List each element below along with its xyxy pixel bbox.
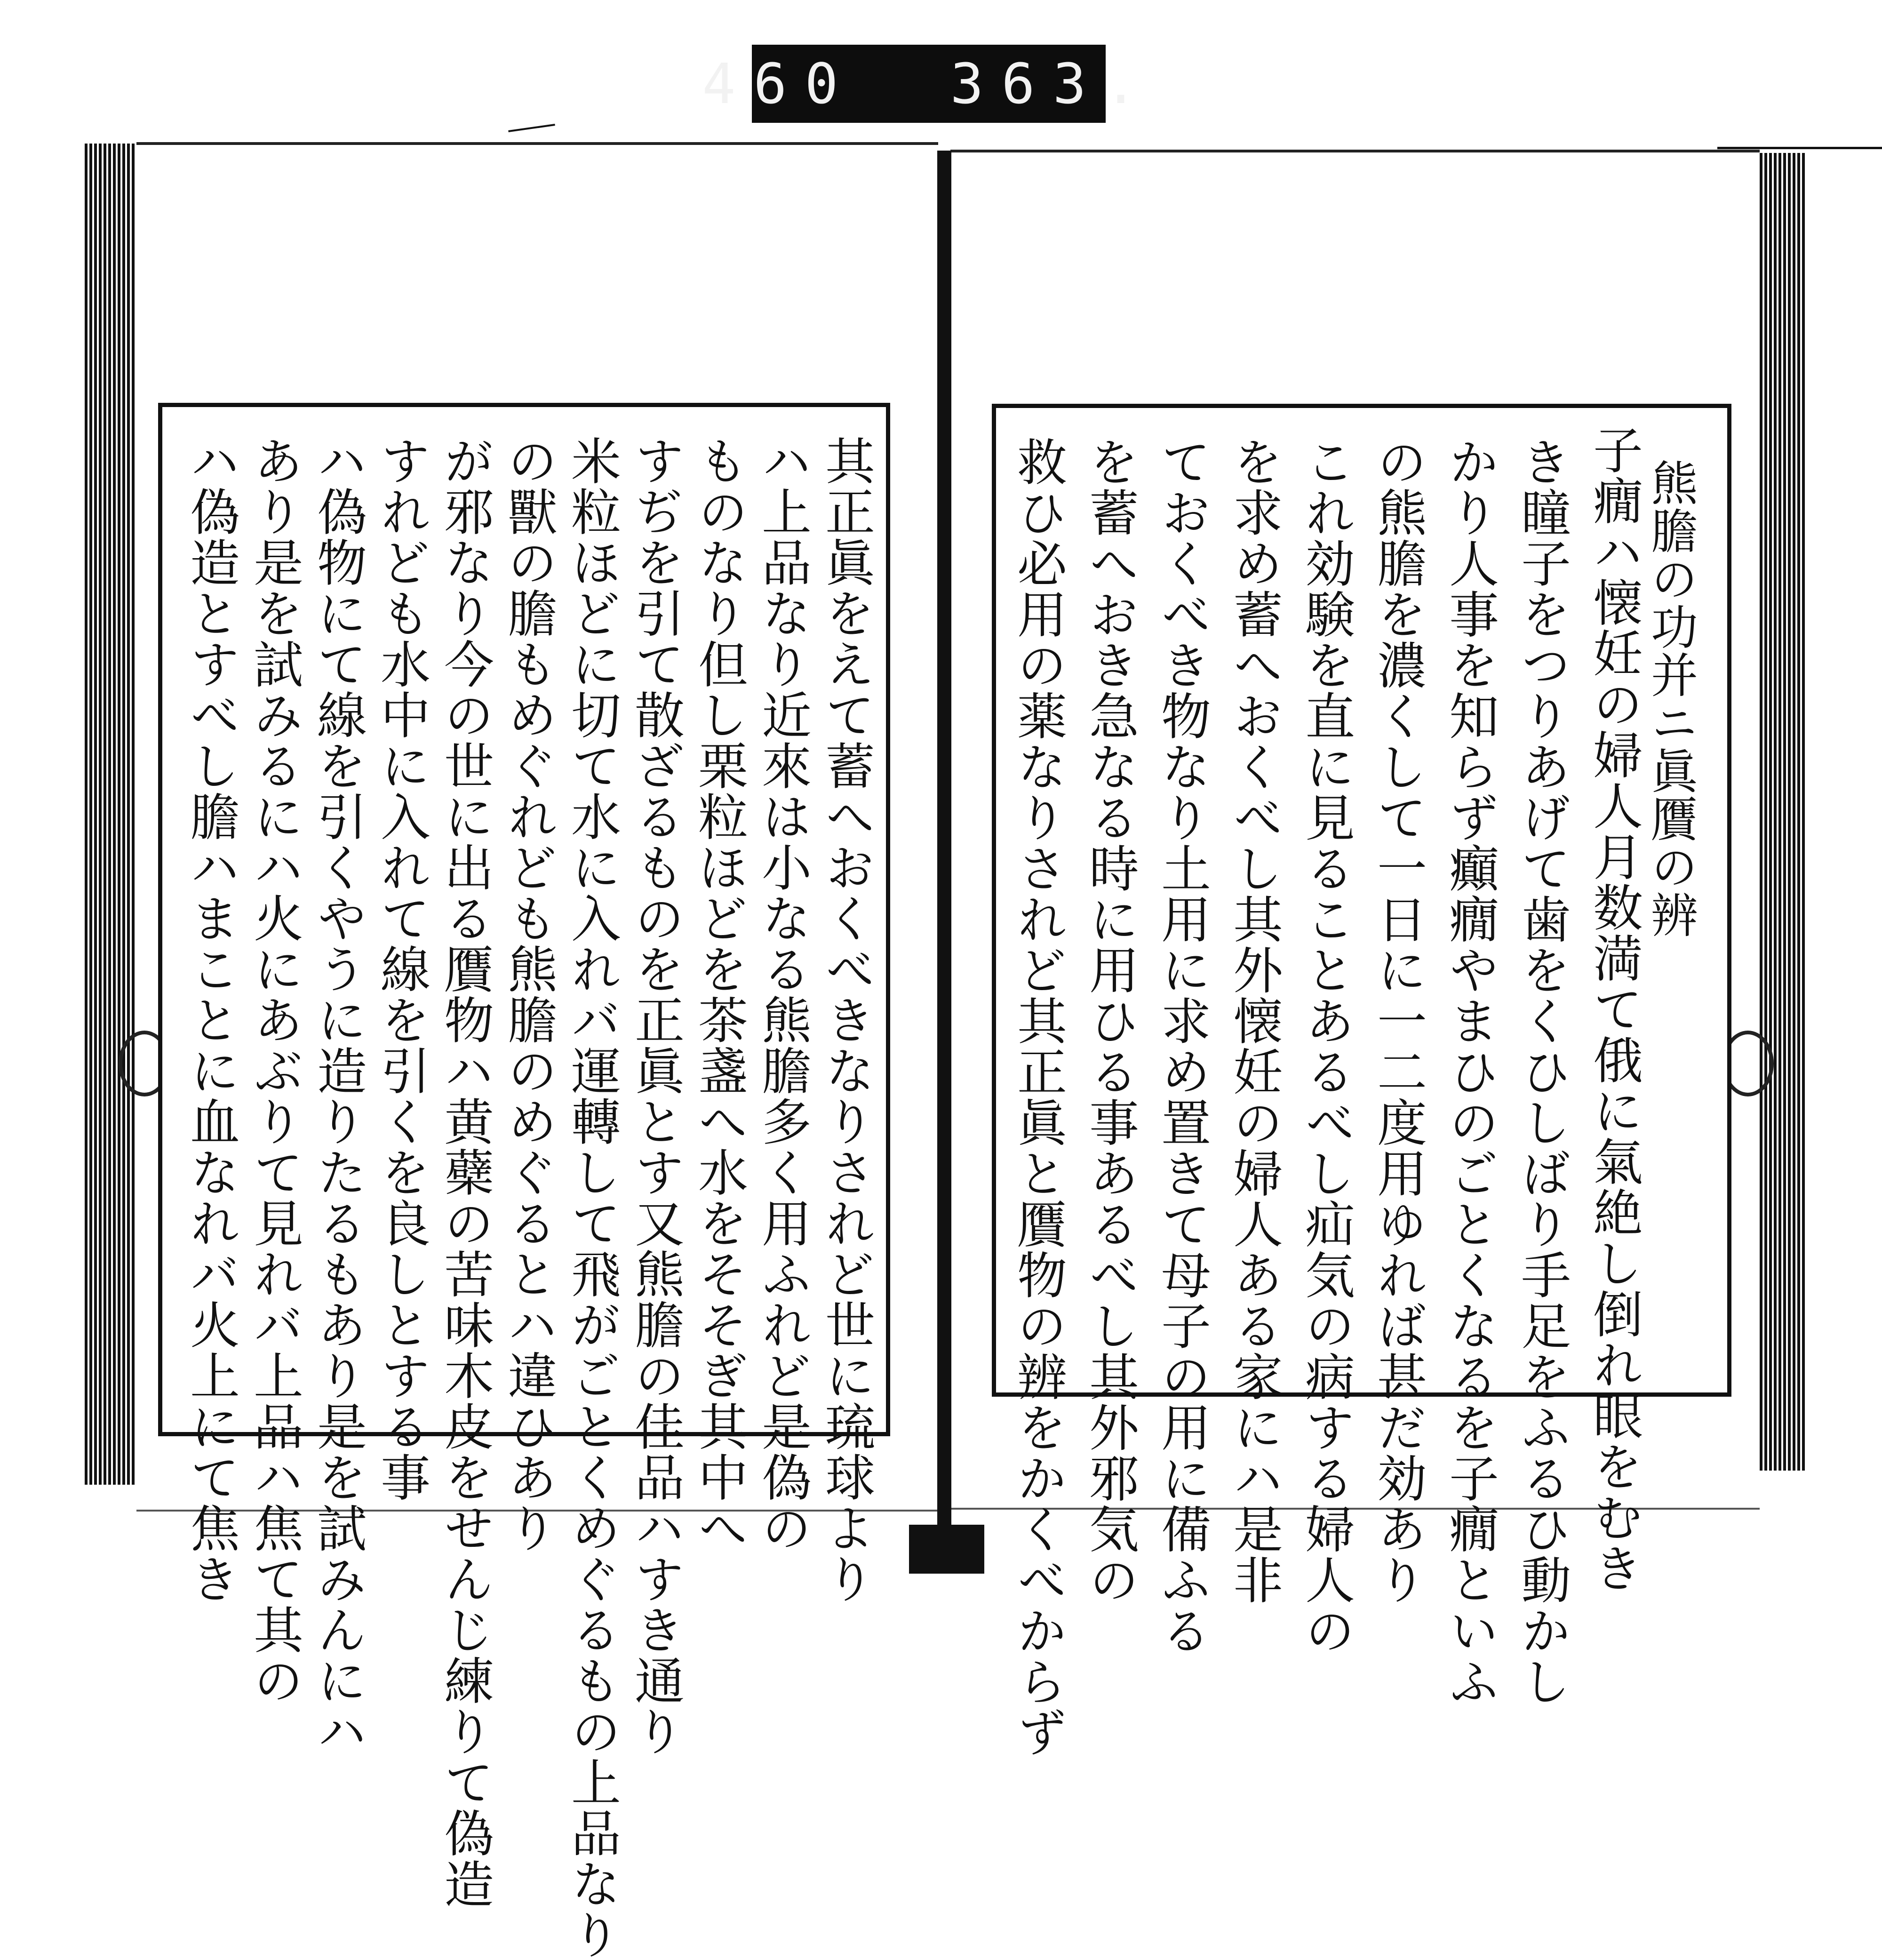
- page-number-tag: [702, 45, 1156, 123]
- text-column-right-5: これ効験を直に見ることあるべし疝気の病する婦人の: [1297, 436, 1355, 1656]
- text-column-left-7: が邪なり今の世に出る贋物ハ黄蘗の苦味木皮をせんじ練りて偽造: [436, 435, 494, 1909]
- text-column-left-10: あり是を試みるにハ火にあぶりて見れバ上品ハ焦て其の: [246, 435, 303, 1706]
- page-number-right: 363.: [950, 51, 1156, 116]
- left-page-text-frame: [158, 403, 890, 1960]
- text-column-right-4: の熊膽を濃くして一日に一二度用ゆれば甚だ効あり: [1369, 436, 1427, 1605]
- text-column-left-6: の獸の膽もめぐれども熊膽のめぐるとハ違ひあり: [500, 435, 558, 1553]
- text-column-right-9: 救ひ必用の薬なりされど其正眞と贋物の辨をかくべからず: [1009, 436, 1067, 1758]
- text-column-left-1: 其正眞をえて蓄へおくべきなりされど世に琉球より: [817, 435, 875, 1604]
- text-column-left-9: ハ偽物にて線を引くやうに造りたるもあり是を試みんにハ: [309, 435, 367, 1757]
- article-title: 熊膽の功并ニ眞贋の辨: [1643, 459, 1698, 939]
- page-number-left: 460: [702, 51, 856, 116]
- text-column-right-3: かり人事を知らず癲癇やまひのごとくなるを子癇といふ: [1441, 436, 1499, 1707]
- text-column-left-8: すれども水中に入れて線を引くを良しとする事: [373, 435, 431, 1503]
- book-edge-right: [1760, 153, 1807, 1471]
- text-column-right-7: ておくべき物なり土用に求め置きて母子の用に備ふる: [1153, 436, 1211, 1656]
- text-column-left-2: ハ上品なり近來は小なる熊膽多く用ふれど是偽の: [754, 435, 812, 1553]
- text-column-right-2: き瞳子をつりあげて歯をくひしばり手足をふるひ動かし: [1513, 436, 1571, 1707]
- text-column-left-11: ハ偽造とすべし膽ハまことに血なれバ火上にて焦き: [182, 435, 240, 1604]
- text-column-left-5: 米粒ほどに切て水に入れバ運轉して飛がごとくめぐるもの上品なり: [563, 435, 621, 1960]
- text-column-right-8: を蓄へおき急なる時に用ひる事あるべし其外邪気の: [1081, 436, 1139, 1605]
- right-page-text-frame: [992, 404, 1731, 1758]
- text-column-right-6: を求め蓄へおくべし其外懐妊の婦人ある家にハ是非: [1225, 436, 1283, 1605]
- scan-edge-line: [508, 124, 555, 132]
- text-column-right-1: 子癇ハ懐妊の婦人月数満て俄に氣絶し倒れ眼をむき: [1585, 424, 1643, 1593]
- book-spine: [937, 151, 951, 1529]
- scan-edge-line: [1717, 147, 1882, 149]
- text-column-left-3: ものなり但し栗粒ほどを茶盞へ水をそそぎ其中へ: [690, 435, 748, 1553]
- text-column-left-4: すぢを引て散ざるものを正眞とす又熊膽の佳品ハすき通り: [627, 435, 685, 1757]
- book-edge-left: [85, 144, 141, 1485]
- book-spine-foot: [909, 1525, 984, 1574]
